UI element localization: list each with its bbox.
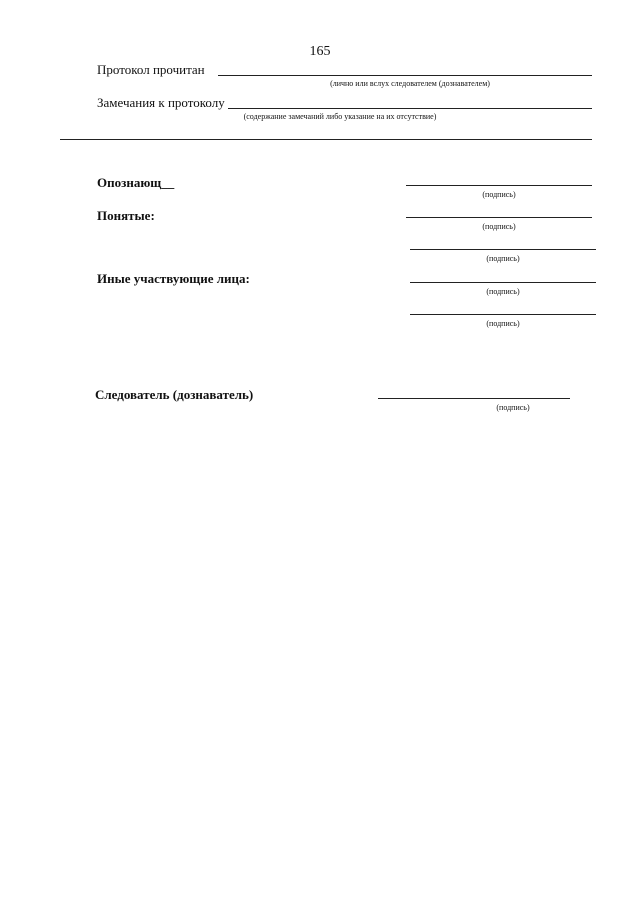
page-number: 165 bbox=[309, 44, 331, 59]
participant-2-signature-caption: (подпись) bbox=[486, 319, 520, 328]
protocol-read-line[interactable] bbox=[218, 75, 592, 76]
investigator-label: Следователь (дознаватель) bbox=[95, 387, 254, 402]
witnesses-label: Понятые: bbox=[97, 208, 155, 223]
remarks-caption: (содержание замечаний либо указание на их отсутствие) bbox=[243, 112, 437, 121]
participant-1-signature-line[interactable] bbox=[410, 282, 596, 283]
protocol-read-caption: (лично или вслух следователем (дознавателем) bbox=[330, 79, 490, 88]
remarks-line[interactable] bbox=[228, 108, 592, 109]
other-participants-label: Иные участвующие лица: bbox=[97, 271, 250, 286]
witness-2-signature-caption: (подпись) bbox=[486, 254, 520, 263]
investigator-signature-line[interactable] bbox=[378, 398, 570, 399]
identifier-signature-line[interactable] bbox=[406, 185, 592, 186]
protocol-read-label: Протокол прочитан bbox=[97, 62, 205, 77]
participant-1-signature-caption: (подпись) bbox=[486, 287, 520, 296]
investigator-signature-caption: (подпись) bbox=[496, 403, 530, 412]
witness-2-signature-line[interactable] bbox=[410, 249, 596, 250]
witness-1-signature-line[interactable] bbox=[406, 217, 592, 218]
participant-2-signature-line[interactable] bbox=[410, 314, 596, 315]
identifier-signature-caption: (подпись) bbox=[482, 190, 516, 199]
witness-1-signature-caption: (подпись) bbox=[482, 222, 516, 231]
remarks-continuation-line[interactable] bbox=[60, 139, 592, 140]
identifier-label: Опознающ__ bbox=[97, 175, 175, 190]
remarks-label: Замечания к протоколу bbox=[97, 95, 225, 110]
